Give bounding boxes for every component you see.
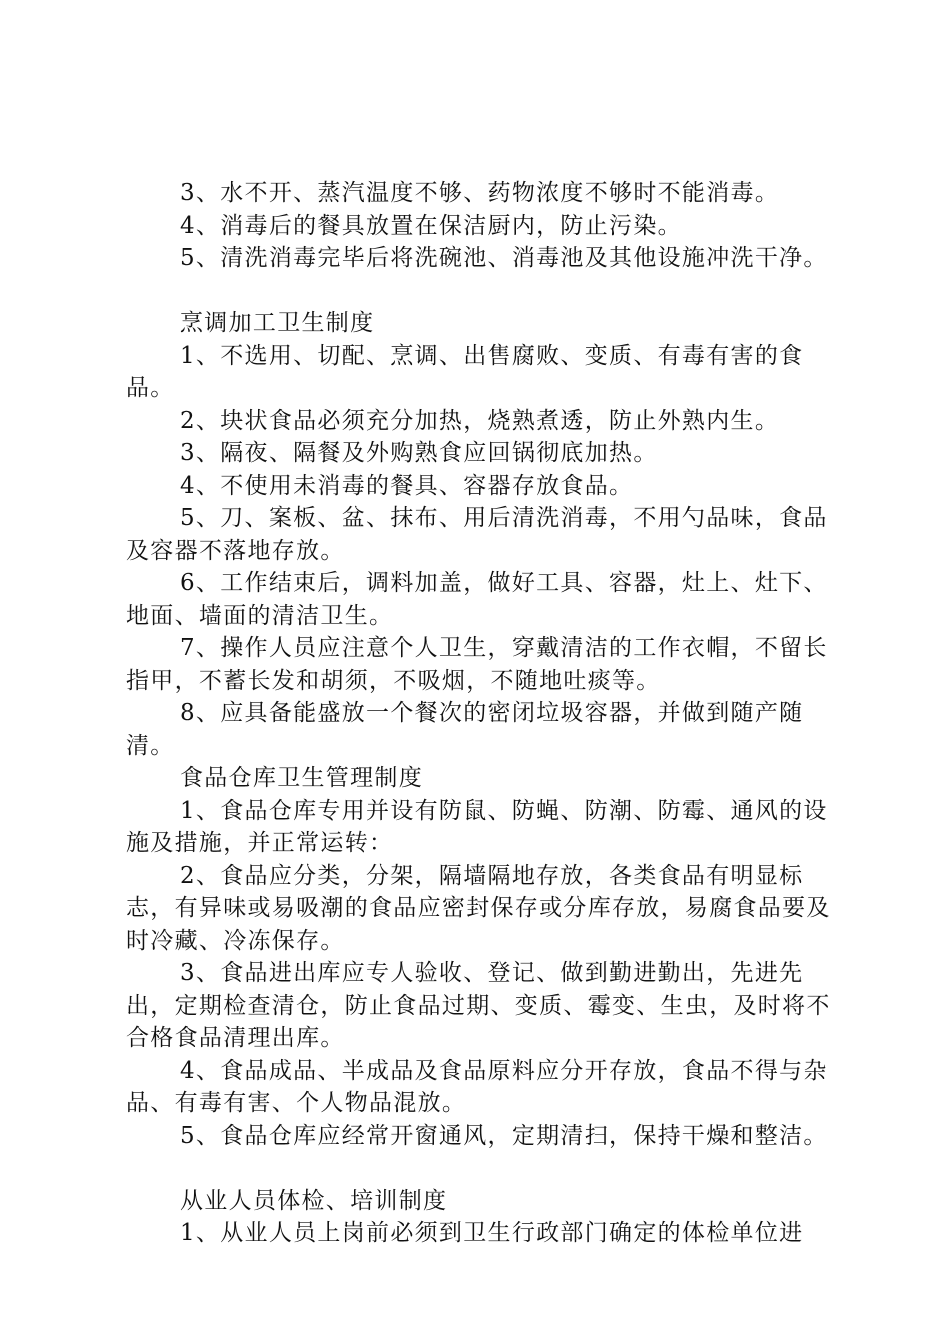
paragraph: 3、食品进出库应专人验收、登记、做到勤进勤出，先进先出，定期检查清仓，防止食品过期、变质、霉变、生虫，及时将不合格食品清理出库。 bbox=[126, 960, 831, 1051]
blank-line bbox=[126, 275, 846, 308]
paragraph: 8、应具备能盛放一个餐次的密闭垃圾容器，并做到随产随清。 bbox=[126, 700, 804, 759]
section-heading-cooking: 烹调加工卫生制度 bbox=[180, 310, 375, 336]
paragraph: 1、不选用、切配、烹调、出售腐败、变质、有毒有害的食品。 bbox=[126, 342, 804, 401]
paragraph: 1、食品仓库专用并设有防鼠、防蝇、防潮、防霉、通风的设施及措施，并正常运转： bbox=[126, 797, 828, 856]
paragraph: 6、工作结束后，调料加盖，做好工具、容器，灶上、灶下、地面、墙面的清洁卫生。 bbox=[126, 570, 828, 629]
paragraph: 4、消毒后的餐具放置在保洁厨内，防止污染。 bbox=[180, 212, 682, 239]
paragraph: 3、水不开、蒸汽温度不够、药物浓度不够时不能消毒。 bbox=[180, 180, 780, 206]
paragraph: 4、不使用未消毒的餐具、容器存放食品。 bbox=[180, 472, 634, 499]
paragraph: 3、隔夜、隔餐及外购熟食应回锅彻底加热。 bbox=[180, 440, 658, 466]
paragraph: 2、食品应分类，分架，隔墙隔地存放，各类食品有明显标志，有异味或易吸潮的食品应密封保存或分库存放，易腐食品要及时冷藏、冷冻保存。 bbox=[126, 862, 831, 954]
paragraph: 5、刀、案板、盆、抹布、用后清洗消毒，不用勺品味，食品及容器不落地存放。 bbox=[126, 505, 828, 564]
section-heading-warehouse: 食品仓库卫生管理制度 bbox=[180, 765, 423, 791]
paragraph: 4、食品成品、半成品及食品原料应分开存放，食品不得与杂品、有毒有害、个人物品混放。 bbox=[126, 1057, 828, 1116]
blank-line bbox=[126, 1152, 846, 1185]
document-body bbox=[126, 177, 846, 1250]
paragraph: 2、块状食品必须充分加热，烧熟煮透，防止外熟内生。 bbox=[180, 407, 780, 434]
paragraph: 1、从业人员上岗前必须到卫生行政部门确定的体检单位进 bbox=[180, 1220, 804, 1246]
paragraph: 5、食品仓库应经常开窗通风，定期清扫，保持干燥和整洁。 bbox=[180, 1122, 828, 1149]
paragraph: 7、操作人员应注意个人卫生，穿戴清洁的工作衣帽，不留长指甲，不蓄长发和胡须，不吸烟，不随地吐痰等。 bbox=[126, 635, 828, 694]
paragraph: 5、清洗消毒完毕后将洗碗池、消毒池及其他设施冲洗干净。 bbox=[180, 245, 828, 271]
section-heading-staff: 从业人员体检、培训制度 bbox=[180, 1187, 448, 1214]
